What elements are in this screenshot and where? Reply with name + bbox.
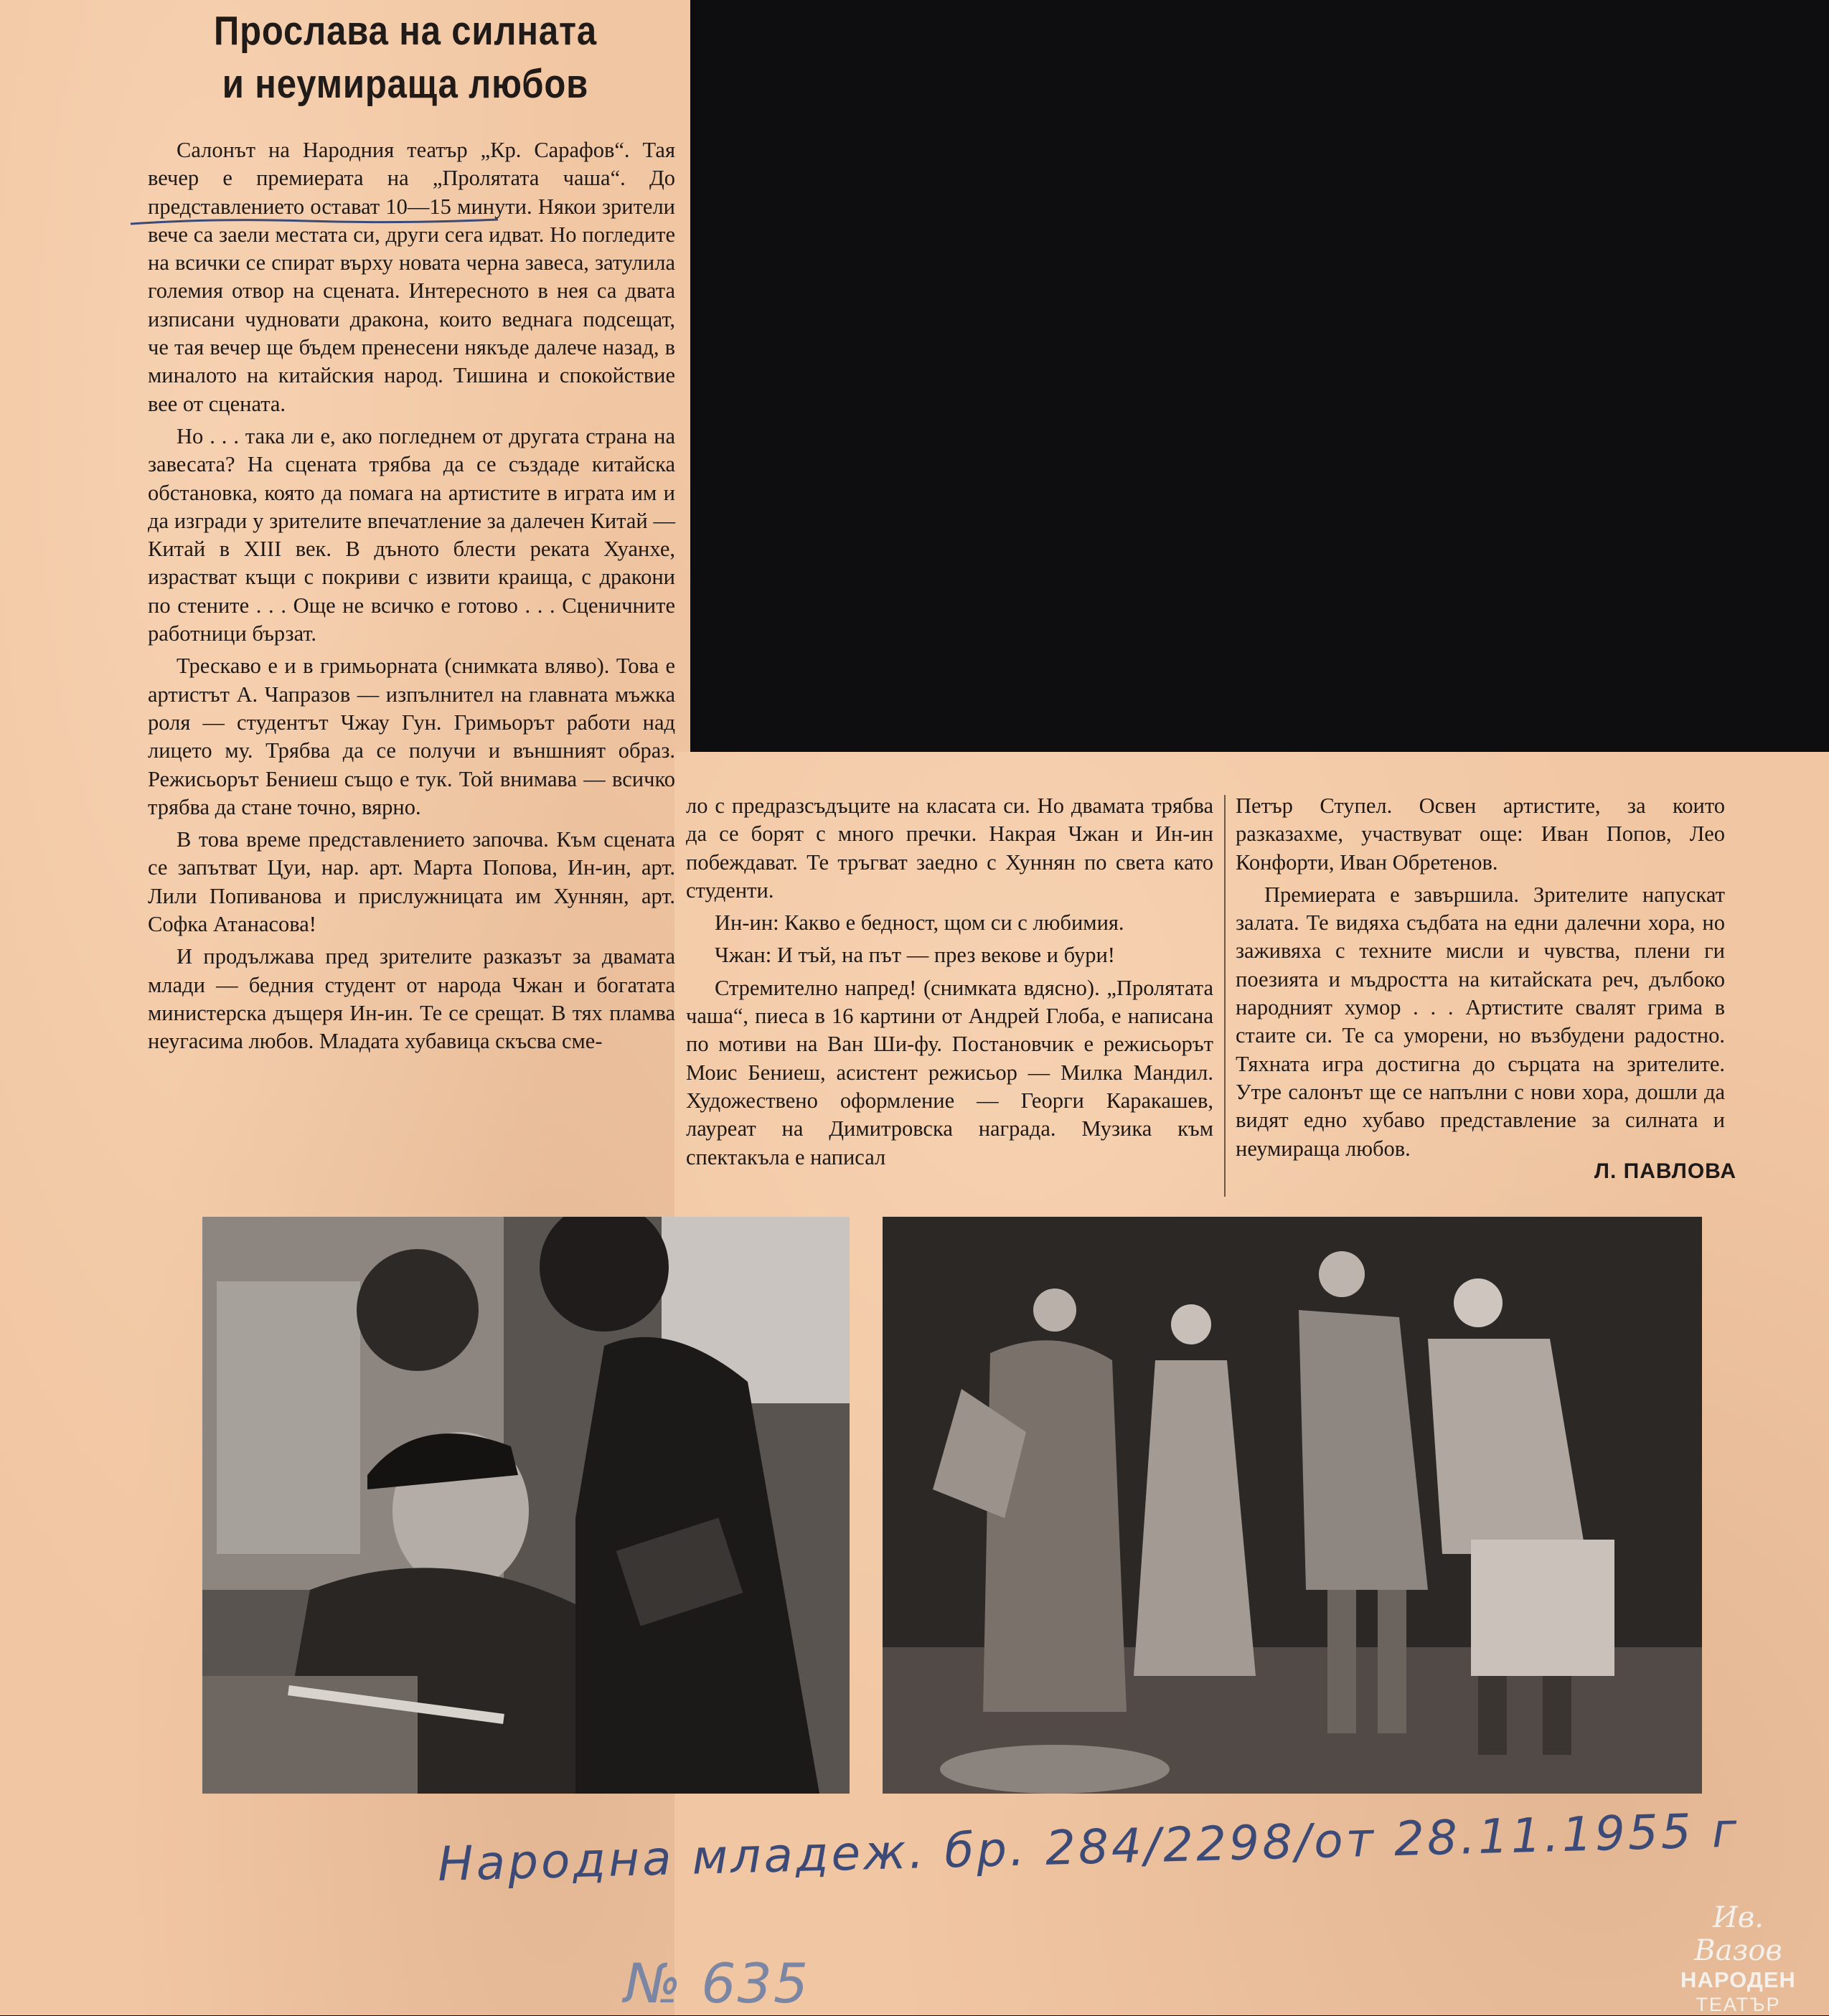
headline-line-2: и неумираща любов — [222, 61, 589, 107]
article-column-2 — [686, 792, 1213, 1176]
paragraph: Но . . . така ли е, ако погледнем от другата страна на завесата? На сцената трябва да се създаде китайска обстановка, която да помага на артистите в играта им и да изгради у зрителите впечатление за далечен Китай — Китай в XIII век. В дъното блести реката Хуанхе, израстват къщи с покриви с извити краища, с дракони по стените . . . Още не всичко е готово . . . Сценичните работници бързат. — [148, 423, 675, 646]
paragraph: Премиерата е завършила. Зрителите напускат залата. Те видяха съдбата на едни далечни хора, но заживяха с техните мисли и чувства, плени ги поезията и мъдростта на китайската реч, дълбоко народният хумор . . . Артистите свалят грима в стаите си. Те са уморени, но възбудени радостно. Тяхната игра достигна до сърцата на зрителите. Утре салонът ще се напълни с нови хора, дошли да видят едно хубаво представление за силната и неумираща любов. — [1236, 882, 1725, 1161]
handwritten-source-note: Народна младеж. бр. 284/2298/от 28.11.1955 г — [436, 1802, 1741, 1892]
paragraph: Чжан: И тъй, на път — през векове и бури! — [715, 943, 1115, 968]
paragraph: Ин-ин: Какво е бедност, щом си с любимия. — [715, 910, 1124, 936]
national-theatre-logo — [1665, 1901, 1812, 2016]
paragraph: Салонът на Народния театър „Кр. Сарафов“. Тая вечер е премиерата на „Пролятата чаша“. До представлението остават 10—15 минути. Някои зрители вече са заели местата си, други сега идват. Но погледите на всички се спират върху новата черна завеса, затулила големия отвор на сцената. Интересното в нея са двата изписани чудновати дракона, които веднага подсещат, че тая вечер ще бъдем пренесени някъде далече назад, в миналото на китайския народ. Тишина и спокойствие вее от сцената. — [148, 138, 675, 416]
headline-line-1: Прослава на силната — [213, 8, 598, 54]
column-divider — [1224, 795, 1226, 1197]
paragraph: Стремително напред! (снимката вдясно). „Пролятата чаша“, пиеса в 16 картини от Андрей Глоба, е написана по мотиви на Ван Ши-фу. Постановчик е режисьорът Моис Бениеш, асистент режисьор — Милка Мандил. Художествено оформление — Георги Каракашев, лауреат на Димитровска награда. Музика към спектакъла е написал — [686, 975, 1213, 1169]
article-headline — [174, 4, 637, 110]
photo-dressing-room — [202, 1217, 850, 1794]
paragraph: И продължава пред зрителите разказът за двамата млади — бедния студент от народа Чжан и богатата министерска дъщеря Ин-ин. Те се срещат. В тях пламва неугасима любов. Младата хубавица скъсва сме- — [148, 944, 675, 1054]
photo-dressing-room-image — [202, 1217, 850, 1794]
photo-stage-scene — [883, 1217, 1702, 1794]
article-column-3 — [1236, 792, 1725, 1167]
logo-line-2: ТЕАТЪР — [1696, 1994, 1781, 2015]
logo-line-1: НАРОДЕН — [1680, 1967, 1796, 1992]
paragraph: Трескаво е и в гримьорната (снимката вляво). Това е артистът А. Чапразов — изпълнител на главната мъжка роля — студентът Чжау Гун. Гримьорът работи над лицето му. Трябва да се получи и външният образ. Режисьорът Бениеш също е тук. Той внимава — всичко трябва да стане точно, вярно. — [148, 654, 675, 819]
paragraph: ло с предразсъдъците на класата си. Но двамата трябва да се борят с много пречки. Накрая Чжан и Ин-ин побеждават. Те тръгват заедно с Хуннян по света като студенти. — [686, 793, 1213, 903]
photo-stage-scene-image — [883, 1217, 1702, 1794]
paragraph: Петър Ступел. Освен артистите, за които разказахме, участвуват още: Иван Попов, Лео Конфорти, Иван Обретенов. — [1236, 793, 1725, 875]
article-column-1 — [148, 136, 675, 1060]
logo-signature: Ив. Вазов — [1694, 1901, 1782, 1967]
paragraph: В това време представлението започва. Към сцената се запътват Цуи, нар. арт. Марта Попова, Ин-ин, арт. Лили Попиванова и прислужницата им Хуннян, арт. Софка Атанасова! — [148, 827, 675, 937]
author-byline: Л. ПАВЛОВА — [1594, 1159, 1736, 1183]
handwritten-item-number: № 635 — [624, 1951, 810, 2015]
